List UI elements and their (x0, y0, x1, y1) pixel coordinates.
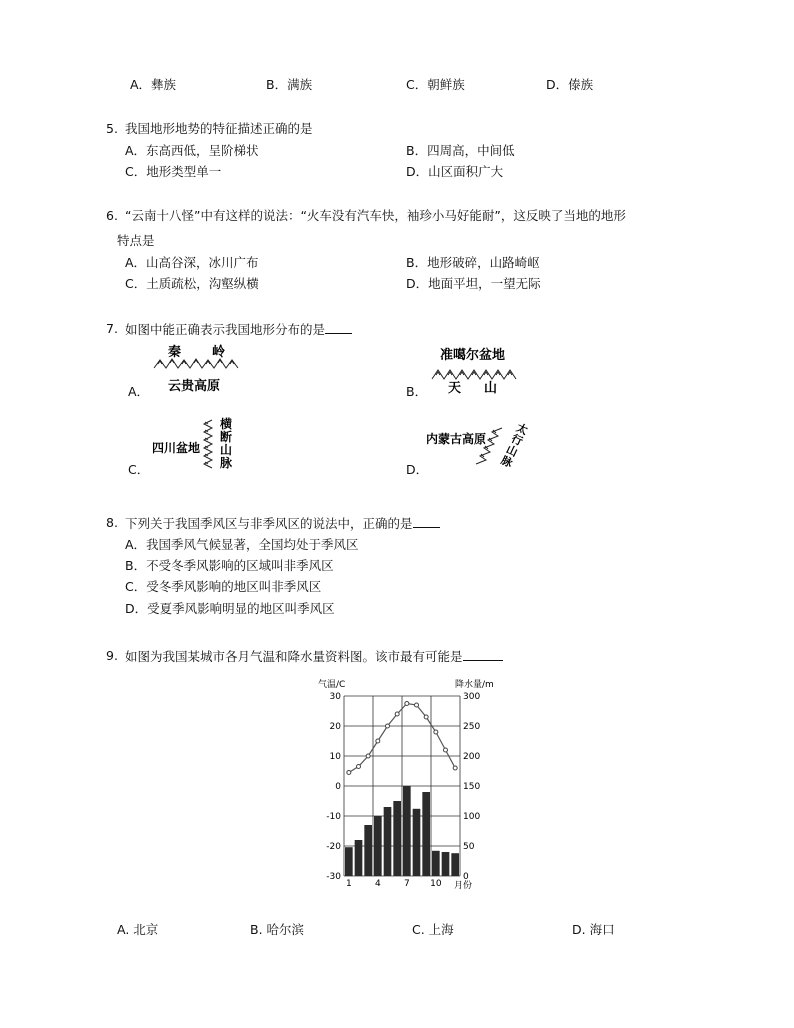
temperature-point (444, 748, 448, 752)
q5-stem: 我国地形地势的特征描述正确的是 (125, 121, 313, 136)
y-right-tick-label: 50 (463, 842, 475, 852)
temperature-point (405, 702, 409, 706)
q7-option-b-letter: B． (406, 384, 428, 399)
chart-xlabel: 月份 (454, 881, 473, 891)
precipitation-bar (393, 801, 401, 876)
precipitation-bar (384, 807, 392, 876)
temperature-point (386, 724, 390, 728)
y-right-tick-label: 100 (463, 812, 481, 822)
fig-c-label-shan: 山 (220, 443, 233, 457)
fig-c-label-mai: 脉 (220, 456, 233, 470)
answer-blank (463, 648, 503, 661)
y-right-tick-label: 300 (463, 692, 481, 702)
q9-option-a: A. 北京 (117, 922, 159, 937)
q9-number: 9. (106, 648, 118, 663)
climate-chart (314, 674, 504, 896)
q4-option-a: A．彝族 (130, 77, 177, 92)
temperature-point (376, 739, 380, 743)
temperature-point (434, 730, 438, 734)
chart-ylabel-left: 气温/C (318, 680, 346, 690)
fig-d-label-hang: 行 (509, 431, 525, 449)
temperature-point (415, 703, 419, 707)
precipitation-bar (451, 853, 459, 876)
y-right-tick-label: 250 (463, 722, 481, 732)
temperature-point (366, 754, 370, 758)
answer-blank (413, 515, 440, 528)
q4-option-b: B．满族 (266, 77, 313, 92)
y-left-tick-label: 0 (335, 782, 341, 792)
fig-b-label-tian: 天 (448, 381, 462, 395)
q5-option-c: C．地形类型单一 (125, 164, 222, 179)
q5-option-a: A．东高西低，呈阶梯状 (125, 143, 259, 158)
q9-stem: 如图为我国某城市各月气温和降水量资料图。该市最有可能是 (125, 648, 503, 665)
q6-option-d: D．地面平坦，一望无际 (406, 276, 541, 291)
q8-option-d: D．受夏季风影响明显的地区叫季风区 (125, 601, 335, 616)
q4-option-c: C．朝鲜族 (406, 77, 465, 92)
fig-d-label-plateau: 内蒙古高原 (426, 432, 487, 446)
q6-stem-line2: 特点是 (117, 233, 155, 248)
fig-d-label-shan: 山 (504, 442, 520, 460)
q5-option-b: B．四周高，中间低 (406, 143, 515, 158)
precipitation-bar (432, 851, 440, 876)
answer-blank (325, 321, 352, 334)
precipitation-bar (422, 792, 430, 876)
q7-stem: 如图中能正确表示我国地形分布的是 (125, 321, 352, 338)
fig-a-label-ling: 岭 (212, 345, 226, 360)
q7-figure-a (150, 340, 260, 395)
temperature-point (424, 715, 428, 719)
q7-figure-d (426, 420, 536, 475)
y-left-tick-label: -10 (326, 812, 341, 822)
x-tick-label: 10 (430, 879, 442, 889)
y-right-tick-label: 150 (463, 782, 481, 792)
q7-option-c-letter: C． (128, 462, 150, 477)
fig-c-label-basin: 四川盆地 (152, 441, 201, 455)
fig-a-label-qin: 秦 (168, 345, 182, 360)
q8-stem: 下列关于我国季风区与非季风区的说法中，正确的是 (125, 515, 440, 532)
chart-ylabel-right: 降水量/m (455, 680, 494, 690)
y-left-tick-label: 30 (329, 692, 341, 702)
temperature-point (395, 712, 399, 716)
q8-option-a: A．我国季风气候显著，全国均处于季风区 (125, 537, 359, 552)
q7-option-a-letter: A． (128, 384, 150, 399)
precipitation-bar (355, 840, 363, 876)
q6-option-b: B．地形破碎，山路崎岖 (406, 255, 540, 270)
temperature-point (347, 771, 351, 775)
q9-option-b: B. 哈尔滨 (250, 922, 305, 937)
temperature-point (357, 765, 361, 769)
y-right-tick-label: 0 (463, 872, 469, 882)
y-left-tick-label: -30 (326, 872, 341, 882)
x-tick-label: 1 (345, 879, 352, 889)
temperature-point (453, 766, 457, 770)
y-left-tick-label: -20 (326, 842, 341, 852)
x-tick-label: 4 (374, 879, 381, 889)
precipitation-bar (345, 847, 353, 876)
fig-b-label-shan: 山 (484, 381, 498, 395)
mountain-range-icon (432, 370, 516, 379)
q8-option-c: C．受冬季风影响的地区叫非季风区 (125, 579, 322, 594)
mountain-range-icon (154, 359, 238, 368)
q7-figure-b (428, 343, 528, 395)
fig-c-label-duan: 断 (220, 430, 233, 444)
fig-b-label-basin: 准噶尔盆地 (440, 348, 506, 363)
q5-option-d: D．山区面积广大 (406, 164, 504, 179)
y-right-tick-label: 200 (463, 752, 481, 762)
fig-c-label-heng: 横 (220, 417, 233, 431)
q9-option-d: D. 海口 (572, 922, 615, 937)
q7-figure-c (150, 414, 250, 476)
q7-option-d-letter: D． (406, 462, 429, 477)
q9-option-c: C. 上海 (412, 922, 454, 937)
q7-number: 7. (106, 321, 118, 336)
y-left-tick-label: 10 (329, 752, 341, 762)
q6-number: 6. (106, 208, 118, 223)
fig-d-label-tai: 太 (514, 421, 530, 438)
fig-d-label-mai: 脉 (499, 453, 515, 471)
q4-option-d: D．傣族 (546, 77, 594, 92)
mountain-range-icon (204, 420, 212, 468)
q6-option-a: A．山高谷深，冰川广布 (125, 255, 259, 270)
precipitation-bar (403, 786, 411, 876)
q8-number: 8. (106, 515, 118, 530)
precipitation-bar (374, 816, 382, 876)
precipitation-bar (413, 809, 421, 876)
y-left-tick-label: 20 (329, 722, 341, 732)
precipitation-bar (442, 852, 450, 876)
fig-a-label-plateau: 云贵高原 (168, 379, 221, 394)
q5-number: 5. (106, 121, 118, 136)
q8-option-b: B．不受冬季风影响的区域叫非季风区 (125, 558, 334, 573)
x-tick-label: 7 (403, 879, 410, 889)
q6-option-c: C．土质疏松，沟壑纵横 (125, 276, 259, 291)
precipitation-bar (364, 825, 372, 876)
q6-stem-line1: “云南十八怪”中有这样的说法：“火车没有汽车快，袖珍小马好能耐”，这反映了当地的地形 (125, 208, 626, 223)
